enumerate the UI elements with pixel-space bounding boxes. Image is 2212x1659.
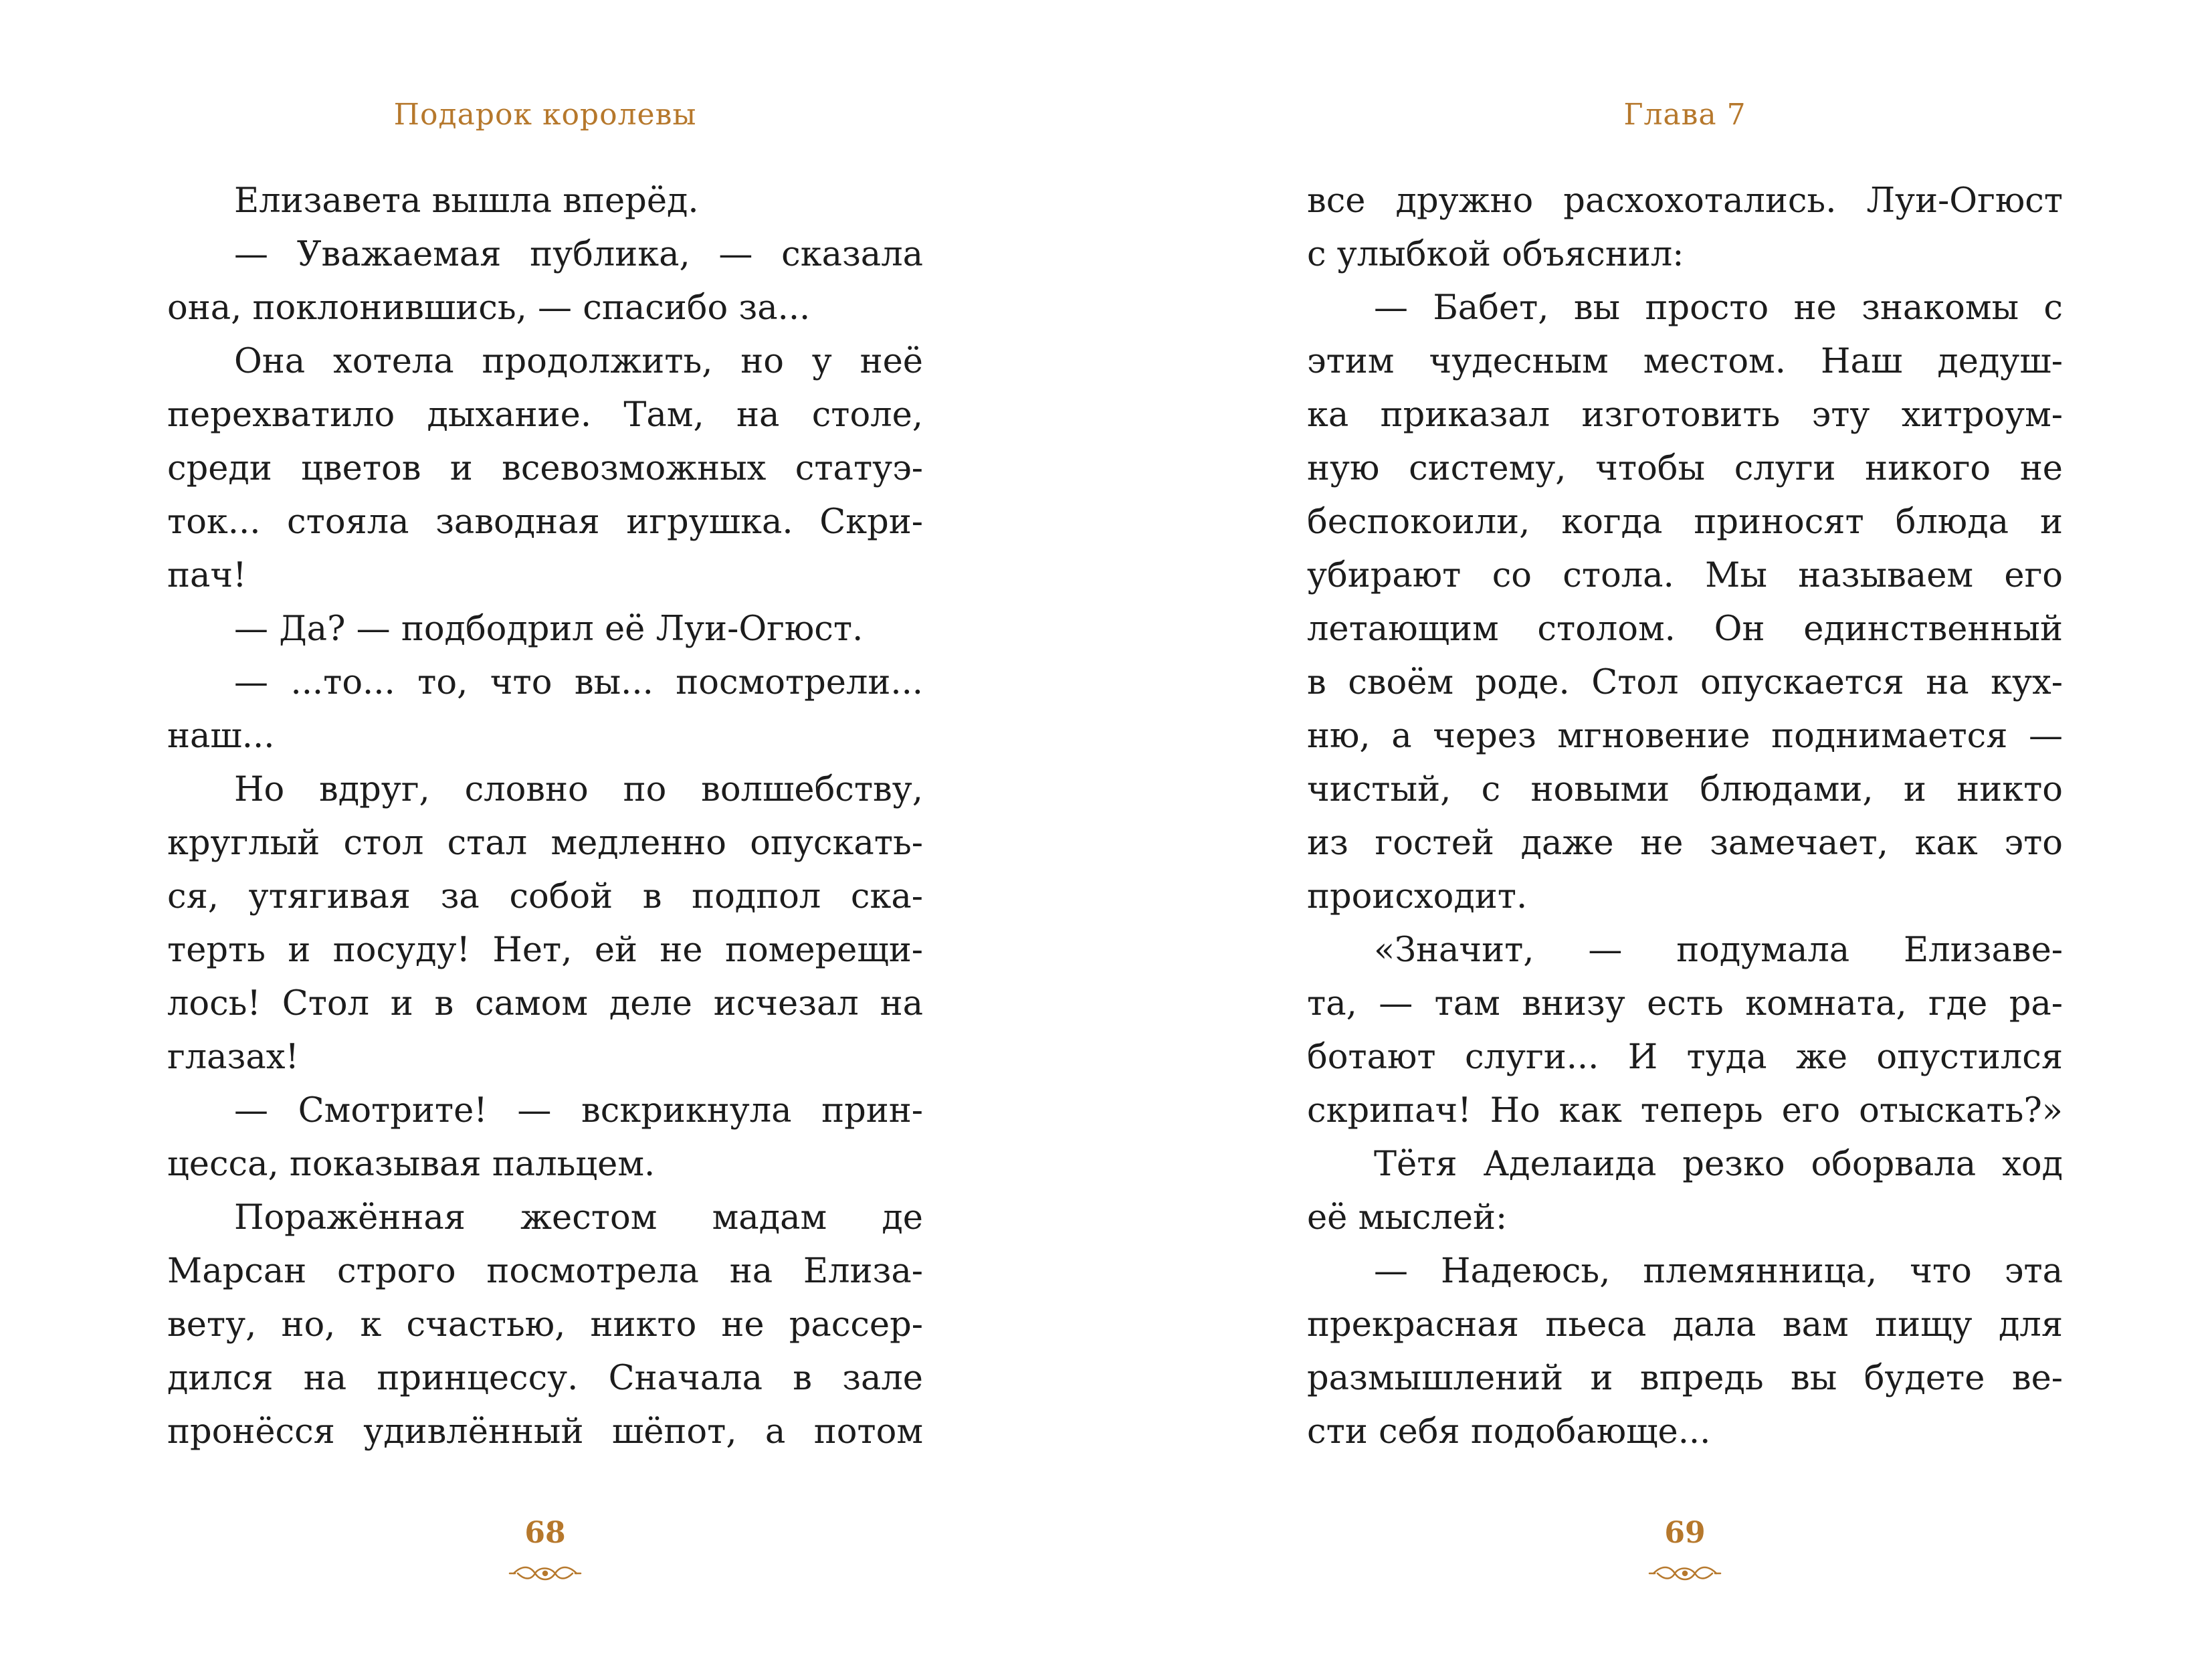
text-line: Поражённая жестом мадам де <box>234 1198 923 1238</box>
text-line: Она хотела продолжить, но у неё <box>234 342 923 381</box>
text-line: летающим столом. Он единственный <box>1307 609 2063 649</box>
text-line: беспокоили, когда приносят блюда и <box>1307 502 2063 542</box>
text-line: терть и посуду! Нет, ей не померещи- <box>167 931 923 970</box>
text-line: прекрасная пьеса дала вам пищу для <box>1307 1305 2063 1345</box>
text-line: вету, но, к счастью, никто не рассер- <box>167 1305 923 1345</box>
text-line: она, поклонившись, — спасибо за... <box>167 288 811 328</box>
text-line: перехватило дыхание. Там, на столе, <box>167 395 923 435</box>
text-line: ся, утягивая за собой в подпол ска- <box>167 877 923 916</box>
text-line: ка приказал изготовить эту хитроум- <box>1307 395 2063 435</box>
text-line: наш... <box>167 716 275 756</box>
page-number: 68 <box>524 1516 566 1550</box>
text-line: в своём роде. Стол опускается на кух- <box>1307 663 2063 702</box>
text-line: — ...то... то, что вы... посмотрели... <box>234 663 923 702</box>
text-line: из гостей даже не замечает, как это <box>1307 823 2063 863</box>
text-line: убирают со стола. Мы называем его <box>1307 556 2063 595</box>
text-line: происходит. <box>1307 877 1528 916</box>
text-line: — Уважаемая публика, — сказала <box>234 235 923 274</box>
text-line: сти себя подобающе... <box>1307 1412 1711 1452</box>
text-line: пронёсся удивлённый шёпот, а потом <box>167 1412 923 1452</box>
text-line: ню, а через мгновение поднимается — <box>1307 716 2063 756</box>
text-line: её мыслей: <box>1307 1198 1508 1238</box>
text-line: Но вдруг, словно по волшебству, <box>234 770 923 809</box>
text-line: все дружно расхохотались. Луи-Огюст <box>1307 181 2063 221</box>
body-text <box>1307 175 2063 1459</box>
text-line: ботают слуги... И туда же опустился <box>1307 1038 2063 1077</box>
text-line: круглый стол стал медленно опускать- <box>167 823 923 863</box>
text-line: этим чудесным местом. Наш дедуш- <box>1307 342 2063 381</box>
text-line: — Да? — подбодрил её Луи-Огюст. <box>234 609 864 649</box>
flourish-ornament-icon <box>508 1560 582 1587</box>
text-line: дился на принцессу. Сначала в зале <box>167 1359 923 1398</box>
text-line: размышлений и впредь вы будете ве- <box>1307 1359 2063 1398</box>
right-page <box>1106 0 2212 1659</box>
text-line: глазах! <box>167 1038 300 1077</box>
text-line: «Значит, — подумала Елизаве- <box>1374 931 2063 970</box>
text-line: ную систему, чтобы слуги никого не <box>1307 449 2063 488</box>
flourish-ornament-icon <box>1648 1560 1722 1587</box>
text-line: среди цветов и всевозможных статуэ- <box>167 449 923 488</box>
text-line: пач! <box>167 556 247 595</box>
text-line: с улыбкой объяснил: <box>1307 235 1684 274</box>
text-line: лось! Стол и в самом деле исчезал на <box>167 984 923 1023</box>
body-text <box>167 175 923 1459</box>
text-line: цесса, показывая пальцем. <box>167 1145 656 1184</box>
text-line: Марсан строго посмотрела на Елиза- <box>167 1252 923 1291</box>
text-line: — Смотрите! — вскрикнула прин- <box>234 1091 923 1131</box>
text-line: Тётя Аделаида резко оборвала ход <box>1374 1145 2063 1184</box>
text-line: та, — там внизу есть комната, где ра- <box>1307 984 2063 1023</box>
running-head: Подарок королевы <box>393 98 697 132</box>
text-line: — Бабет, вы просто не знакомы с <box>1374 288 2063 328</box>
text-line: — Надеюсь, племянница, что эта <box>1374 1252 2063 1291</box>
text-line: чистый, с новыми блюдами, и никто <box>1307 770 2063 809</box>
running-head: Глава 7 <box>1623 98 1746 132</box>
text-line: Елизавета вышла вперёд. <box>234 181 699 221</box>
text-line: скрипач! Но как теперь его отыскать?» <box>1307 1091 2063 1131</box>
text-line: ток... стояла заводная игрушка. Скри- <box>167 502 923 542</box>
page-number: 69 <box>1664 1516 1706 1550</box>
